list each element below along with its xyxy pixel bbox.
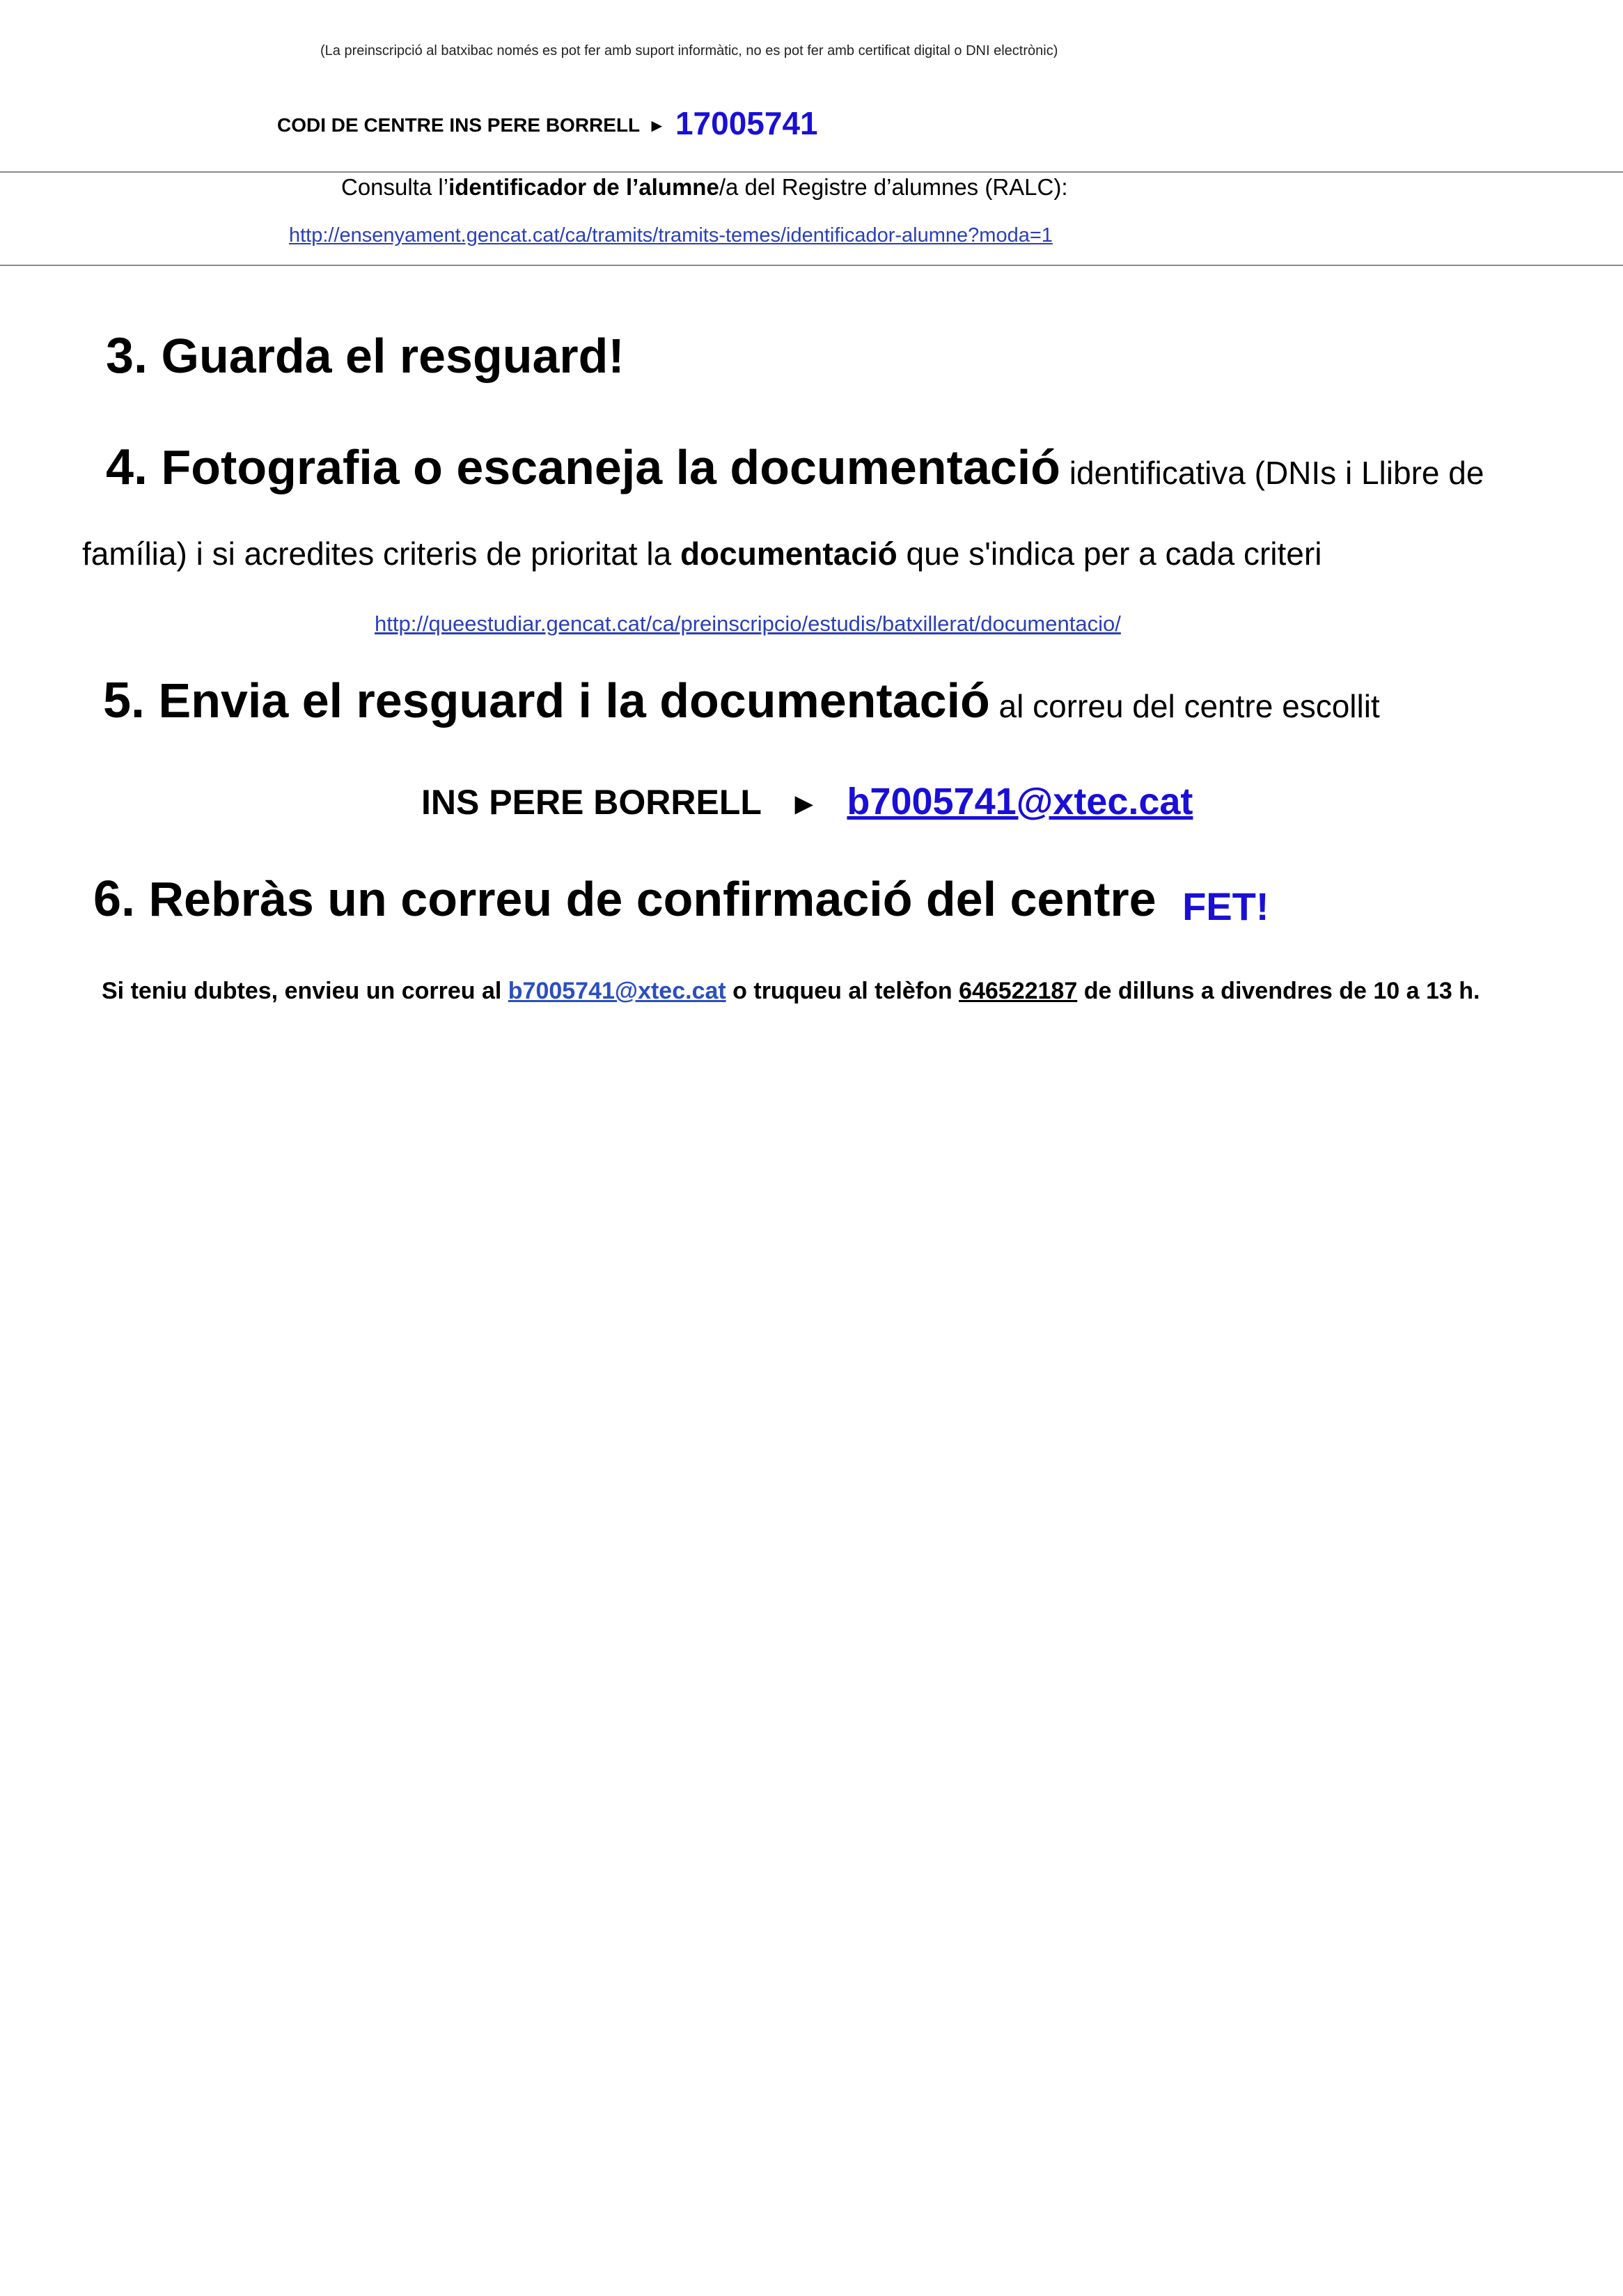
step-5-number: 5.: [103, 673, 146, 728]
contact-c: de dilluns a divendres de 10 a 13 h.: [1077, 978, 1480, 1004]
done-label: FET!: [1182, 884, 1269, 928]
step-4-line2-b: que s'indica per a cada criteri: [897, 536, 1322, 572]
step-5: [103, 672, 1380, 729]
school-code: 17005741: [675, 105, 818, 141]
school-email-link[interactable]: b7005741@xtec.cat: [847, 781, 1193, 822]
school-name: INS PERE BORRELL: [421, 783, 762, 822]
preinscription-note: (La preinscripció al batxibac només es pot fer amb suport informàtic, no es pot fer amb certificat digital o DNI electrònic): [320, 43, 1058, 58]
contact-phone[interactable]: 646522187: [959, 978, 1078, 1004]
step-4-title: Fotografia o escaneja la documentació: [161, 440, 1060, 494]
contact-b: o truqueu al telèfon: [726, 978, 959, 1004]
step-6: [93, 870, 1269, 929]
contact-email-link[interactable]: b7005741@xtec.cat: [508, 978, 726, 1004]
divider-top: [0, 171, 1623, 173]
contact-line: [102, 978, 1480, 1005]
step-6-number: 6.: [93, 871, 136, 927]
step-4-number: 4.: [106, 439, 148, 495]
consulta-bold: identificador de l’alumne: [448, 174, 719, 200]
step-4-line2-a: família) i si acredites criteris de prioritat la: [82, 536, 680, 572]
step-4: [106, 439, 1484, 496]
consulta-suffix: /a del Registre d’alumnes (RALC):: [719, 174, 1068, 200]
step-3: [106, 327, 625, 384]
step-4-rest: identificativa (DNIs i Llibre de: [1060, 455, 1484, 491]
ralc-link[interactable]: http://ensenyament.gencat.cat/ca/tramits/tramits-temes/identificador-alumne?moda=1: [289, 224, 1053, 247]
consulta-line: [341, 174, 1068, 201]
step-3-title: Guarda el resguard!: [161, 329, 625, 383]
step-4-line2: [82, 535, 1322, 572]
school-email-line: [421, 780, 1193, 823]
school-code-line: [277, 104, 818, 142]
step-4-line2-bold: documentació: [680, 536, 897, 572]
arrow-right-icon: ►: [648, 115, 666, 136]
arrow-right-icon: ►: [788, 787, 820, 821]
divider-bottom: [0, 265, 1623, 266]
consulta-prefix: Consulta l’: [341, 174, 449, 200]
step-5-title: Envia el resguard i la documentació: [158, 673, 990, 728]
step-3-number: 3.: [106, 328, 148, 384]
contact-a: Si teniu dubtes, envieu un correu al: [102, 978, 508, 1004]
step-6-title: Rebràs un correu de confirmació del centre: [148, 872, 1157, 926]
documentation-link[interactable]: http://queestudiar.gencat.cat/ca/preinscripcio/estudis/batxillerat/documentacio/: [375, 611, 1121, 636]
school-code-label: CODI DE CENTRE INS PERE BORRELL: [277, 114, 640, 136]
step-5-rest: al correu del centre escollit: [989, 688, 1380, 724]
